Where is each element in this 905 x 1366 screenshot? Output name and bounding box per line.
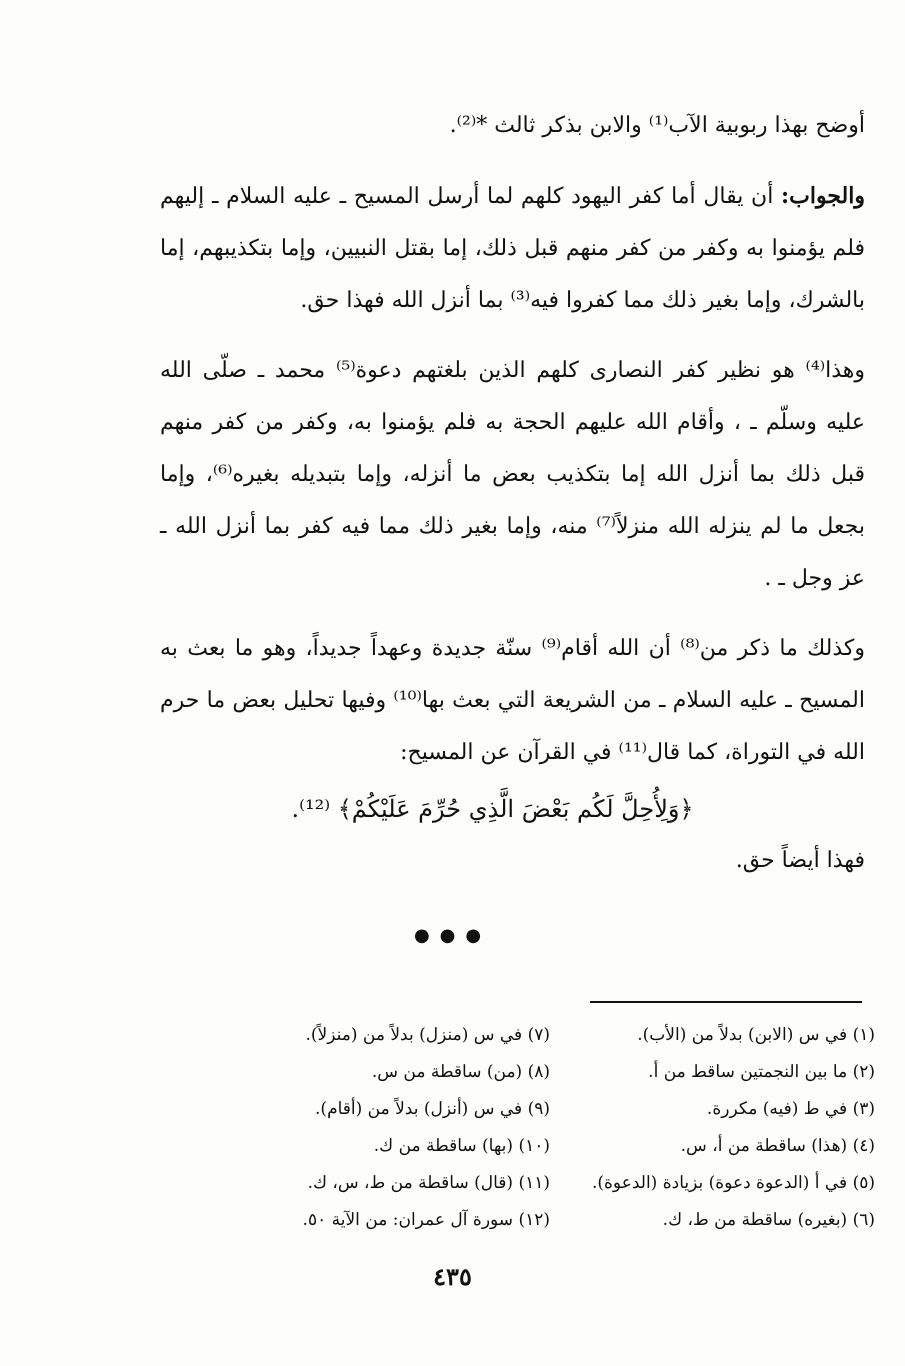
footnote: (٨) (من) ساقطة من س. xyxy=(371,1062,550,1082)
paragraph-4: وكذلك ما ذكر من⁽⁸⁾ أن الله أقام⁽⁹⁾ سنّة جديدة وعهداً جديداً، وهو ما بعث به المسيح ـ عليه السلام ـ من الشريعة التي بعث بها⁽¹⁰⁾ وفيها تحليل بعض ما حرم الله في التوراة، كما قال⁽¹¹⁾ في القرآن عن المسيح: xyxy=(160,636,866,765)
answer-text: أن يقال أما كفر اليهود كلهم لما أرسل المسيح ـ عليه السلام ـ إليهم فلم يؤمنوا به وكفر من كفر منهم قبل ذلك، إما بقتل النبيين، وإما بتكذيبهم، إما بالشرك، وإما بغير ذلك مما كفروا فيه⁽³⁾ بما أنزل الله فهذا حق. xyxy=(160,184,865,313)
footnote: (٢) ما بين النجمتين ساقط من أ. xyxy=(648,1062,875,1082)
paragraph-3: وهذا⁽⁴⁾ هو نظير كفر النصارى كلهم الذين بلغتهم دعوة⁽⁵⁾ محمد ـ صلّى الله عليه وسلّم ـ ، وأقام الله عليهم الحجة به فلم يؤمنوا به، وكفر من كفر منهم قبل ذلك بما أنزل الله إما بتكذيب بعض ما أنزله، وإما بتبديله بغيره⁽⁶⁾، وإما بجعل ما لم ينزله الله منزلاً⁽⁷⁾ منه، وإما بغير ذلك مما فيه كفر بما أنزل الله ـ عز وجل ـ . xyxy=(160,358,865,591)
footnote: (٤) (هذا) ساقطة من أ، س. xyxy=(680,1136,875,1156)
footnotes-right-column xyxy=(550,1017,875,1239)
footnote: (٦) (بغيره) ساقطة من ط، ك. xyxy=(662,1210,875,1230)
answer-label: والجواب: xyxy=(781,183,865,209)
paragraph-2 xyxy=(160,170,865,327)
footnote: (٩) في س (أنزل) بدلاً من (أقام). xyxy=(315,1099,550,1119)
footnote-divider xyxy=(590,1001,862,1003)
footnote: (٧) في س (منزل) بدلاً من (منزلاً). xyxy=(305,1025,550,1045)
paragraph-1: أوضح بهذا ربوبية الآب⁽¹⁾ والابن بذكر ثالث *⁽²⁾. xyxy=(449,113,865,138)
footnote: (١١) (قال) ساقطة من ط، س، ك. xyxy=(307,1173,550,1193)
footnote: (١) في س (الابن) بدلاً من (الأب). xyxy=(637,1025,875,1045)
footnotes-left-column xyxy=(225,1017,550,1239)
paragraph-5: فهذا أيضاً حق. xyxy=(735,848,865,873)
footnote: (١٢) سورة آل عمران: من الآية ٥٠. xyxy=(302,1210,550,1230)
section-separator: ●●● xyxy=(413,925,492,946)
footnote: (١٠) (بها) ساقطة من ك. xyxy=(373,1136,550,1156)
footnote: (٥) في أ (الدعوة دعوة) بزيادة (الدعوة). xyxy=(591,1173,875,1193)
footnotes xyxy=(225,1017,875,1239)
quran-verse: ﴿وَلِأُحِلَّ لَكُم بَعْضَ الَّذِي حُرِّمَ عَلَيْكُمْ﴾ ⁽¹²⁾. xyxy=(291,795,694,823)
main-text xyxy=(160,100,865,887)
footnote: (٣) في ط (فيه) مكررة. xyxy=(706,1099,875,1119)
page-number: ٤٣٥ xyxy=(433,1262,472,1291)
